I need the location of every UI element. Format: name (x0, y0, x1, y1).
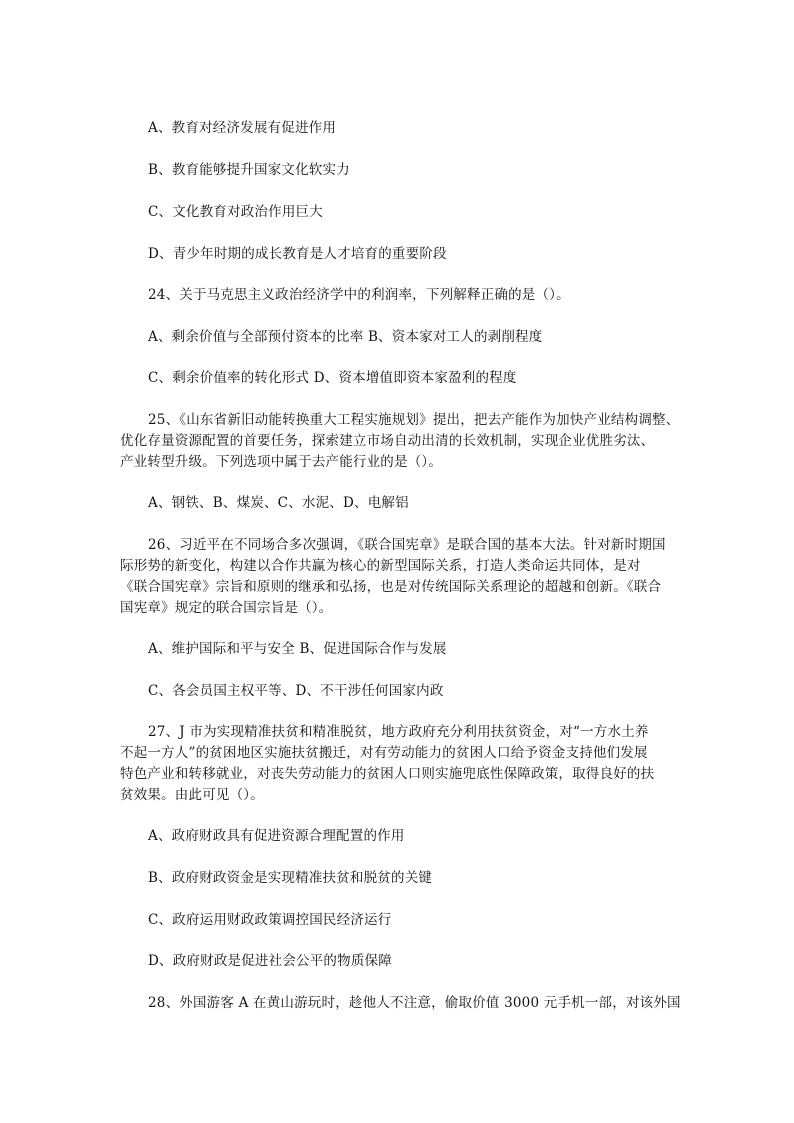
q26-question-line-4: 国宪章》规定的联合国宗旨是（）。 (120, 600, 333, 616)
q23-option-b: B、教育能够提升国家文化软实力 (148, 162, 350, 178)
q25-question-line-2: 优化存量资源配置的首要任务，探索建立市场自动出清的长效机制，实现企业优胜劣汰、 (120, 433, 655, 449)
q26-question-line-2: 际形势的新变化，构建以合作共赢为核心的新型国际关系，打造人类命运共同体，是对 (120, 558, 641, 574)
q26-options-cd: C、各会员国主权平等、D、不干涉任何国家内政 (148, 683, 444, 699)
q25-question-line-3: 产业转型升级。下列选项中属于去产能行业的是（）。 (120, 454, 443, 470)
q27-question-line-2: 不起一方人”的贫困地区实施扶贫搬迁，对有劳动能力的贫困人口给予资金支持他们发展 (120, 745, 648, 761)
q27-option-d: D、政府财政是促进社会公平的物质保障 (148, 953, 392, 969)
q26-question-line-1: 26、习近平在不同场合多次强调，《联合国宪章》是联合国的基本大法。针对新时期国 (148, 537, 666, 553)
q25-question-line-1: 25、《山东省新旧动能转换重大工程实施规划》提出，把去产能作为加快产业结构调整、 (148, 412, 680, 428)
q26-question-line-3: 《联合国宪章》宗旨和原则的继承和弘扬，也是对传统国际关系理论的超越和创新。《联合 (120, 579, 662, 595)
q23-option-c: C、文化教育对政治作用巨大 (148, 204, 323, 220)
q27-question-line-3: 特色产业和转移就业，对丧失劳动能力的贫困人口则实施兜底性保障政策，取得良好的扶 (120, 766, 655, 782)
q23-option-a: A、教育对经济发展有促进作用 (148, 120, 337, 136)
q24-question: 24、关于马克思主义政治经济学中的利润率，下列解释正确的是（）。 (148, 287, 570, 303)
q27-option-c: C、政府运用财政政策调控国民经济运行 (148, 912, 392, 928)
q24-options-cd: C、剩余价值率的转化形式 D、资本增值即资本家盈利的程度 (148, 370, 517, 386)
q26-options-ab: A、维护国际和平与安全 B、促进国际合作与发展 (148, 641, 447, 657)
q27-question-line-1: 27、J 市为实现精准扶贫和精准脱贫，地方政府充分利用扶贫资金，对“一方水土养 (148, 724, 649, 740)
q23-option-d: D、青少年时期的成长教育是人才培育的重要阶段 (148, 246, 447, 262)
q27-option-a: A、政府财政具有促进资源合理配置的作用 (148, 828, 405, 844)
q27-question-line-4: 贫效果。由此可见（）。 (120, 787, 264, 803)
q25-options: A、钢铁、B、煤炭、C、水泥、D、电解铝 (148, 495, 409, 511)
q28-question-line-1: 28、外国游客 A 在黄山游玩时，趁他人不注意，偷取价值 3000 元手机一部，对该外国 (148, 995, 681, 1011)
q24-options-ab: A、剩余价值与全部预付资本的比率 B、资本家对工人的剥削程度 (148, 329, 543, 345)
q27-option-b: B、政府财政资金是实现精准扶贫和脱贫的关键 (148, 870, 433, 886)
